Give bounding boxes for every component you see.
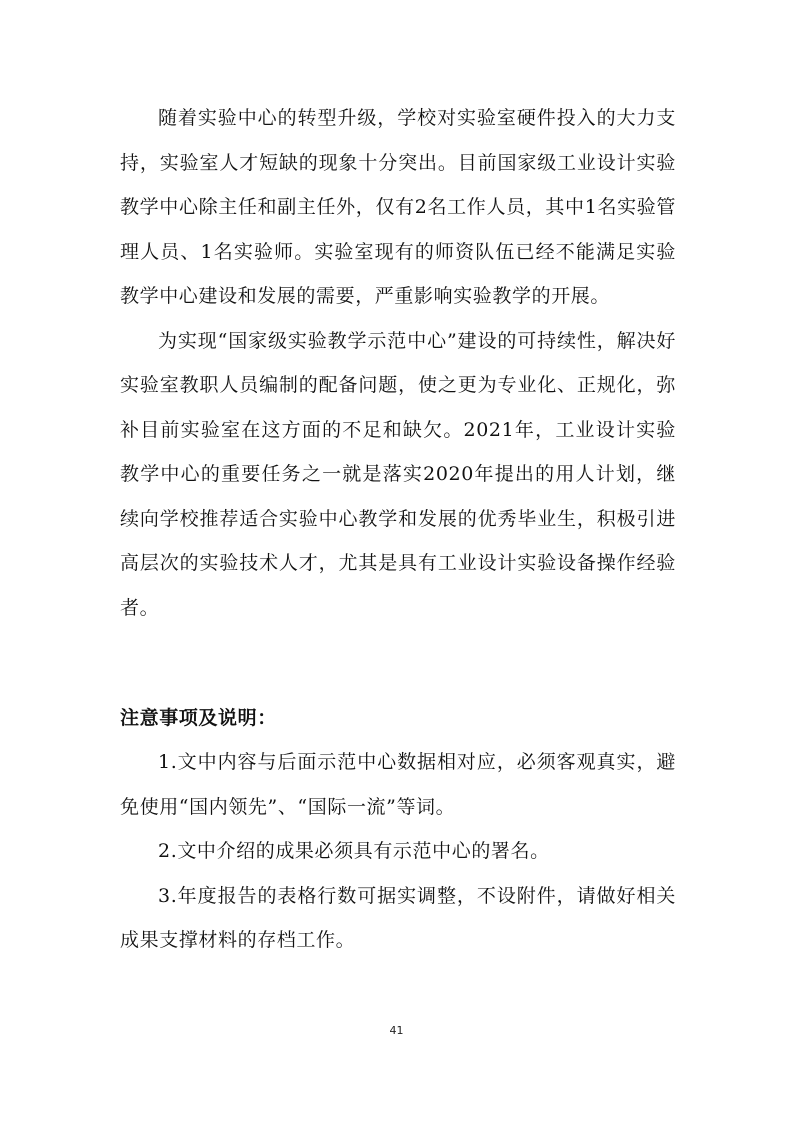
note-item-1: 1.文中内容与后面示范中心数据相对应，必须客观真实，避免使用“国内领先”、“国际一流”等词。 (120, 751, 676, 818)
section-spacer (120, 630, 676, 696)
notes-heading: 注意事项及说明： (120, 707, 277, 729)
note-item-3: 3.年度报告的表格行数可据实调整，不设附件，请做好相关成果支撑材料的存档工作。 (120, 884, 676, 951)
document-page (120, 96, 676, 963)
page-number: 41 (389, 1024, 404, 1037)
note-item-2: 2.文中介绍的成果必须具有示范中心的署名。 (158, 840, 550, 862)
body-paragraph-1: 随着实验中心的转型升级，学校对实验室硬件投入的大力支持，实验室人才短缺的现象十分突出。目前国家级工业设计实验教学中心除主任和副主任外，仅有2名工作人员，其中1名实验管理人员、1名实验师。实验室现有的师资队伍已经不能满足实验教学中心建设和发展的需要，严重影响实验教学的开展。 (120, 107, 676, 307)
body-paragraph-2: 为实现“国家级实验教学示范中心”建设的可持续性，解决好实验室教职人员编制的配备问题，使之更为专业化、正规化，弥补目前实验室在这方面的不足和缺欠。2021年，工业设计实验教学中心的重要任务之一就是落实2020年提出的用人计划，继续向学校推荐适合实验中心教学和发展的优秀毕业生，积极引进高层次的实验技术人才，尤其是具有工业设计实验设备操作经验者。 (120, 329, 676, 619)
